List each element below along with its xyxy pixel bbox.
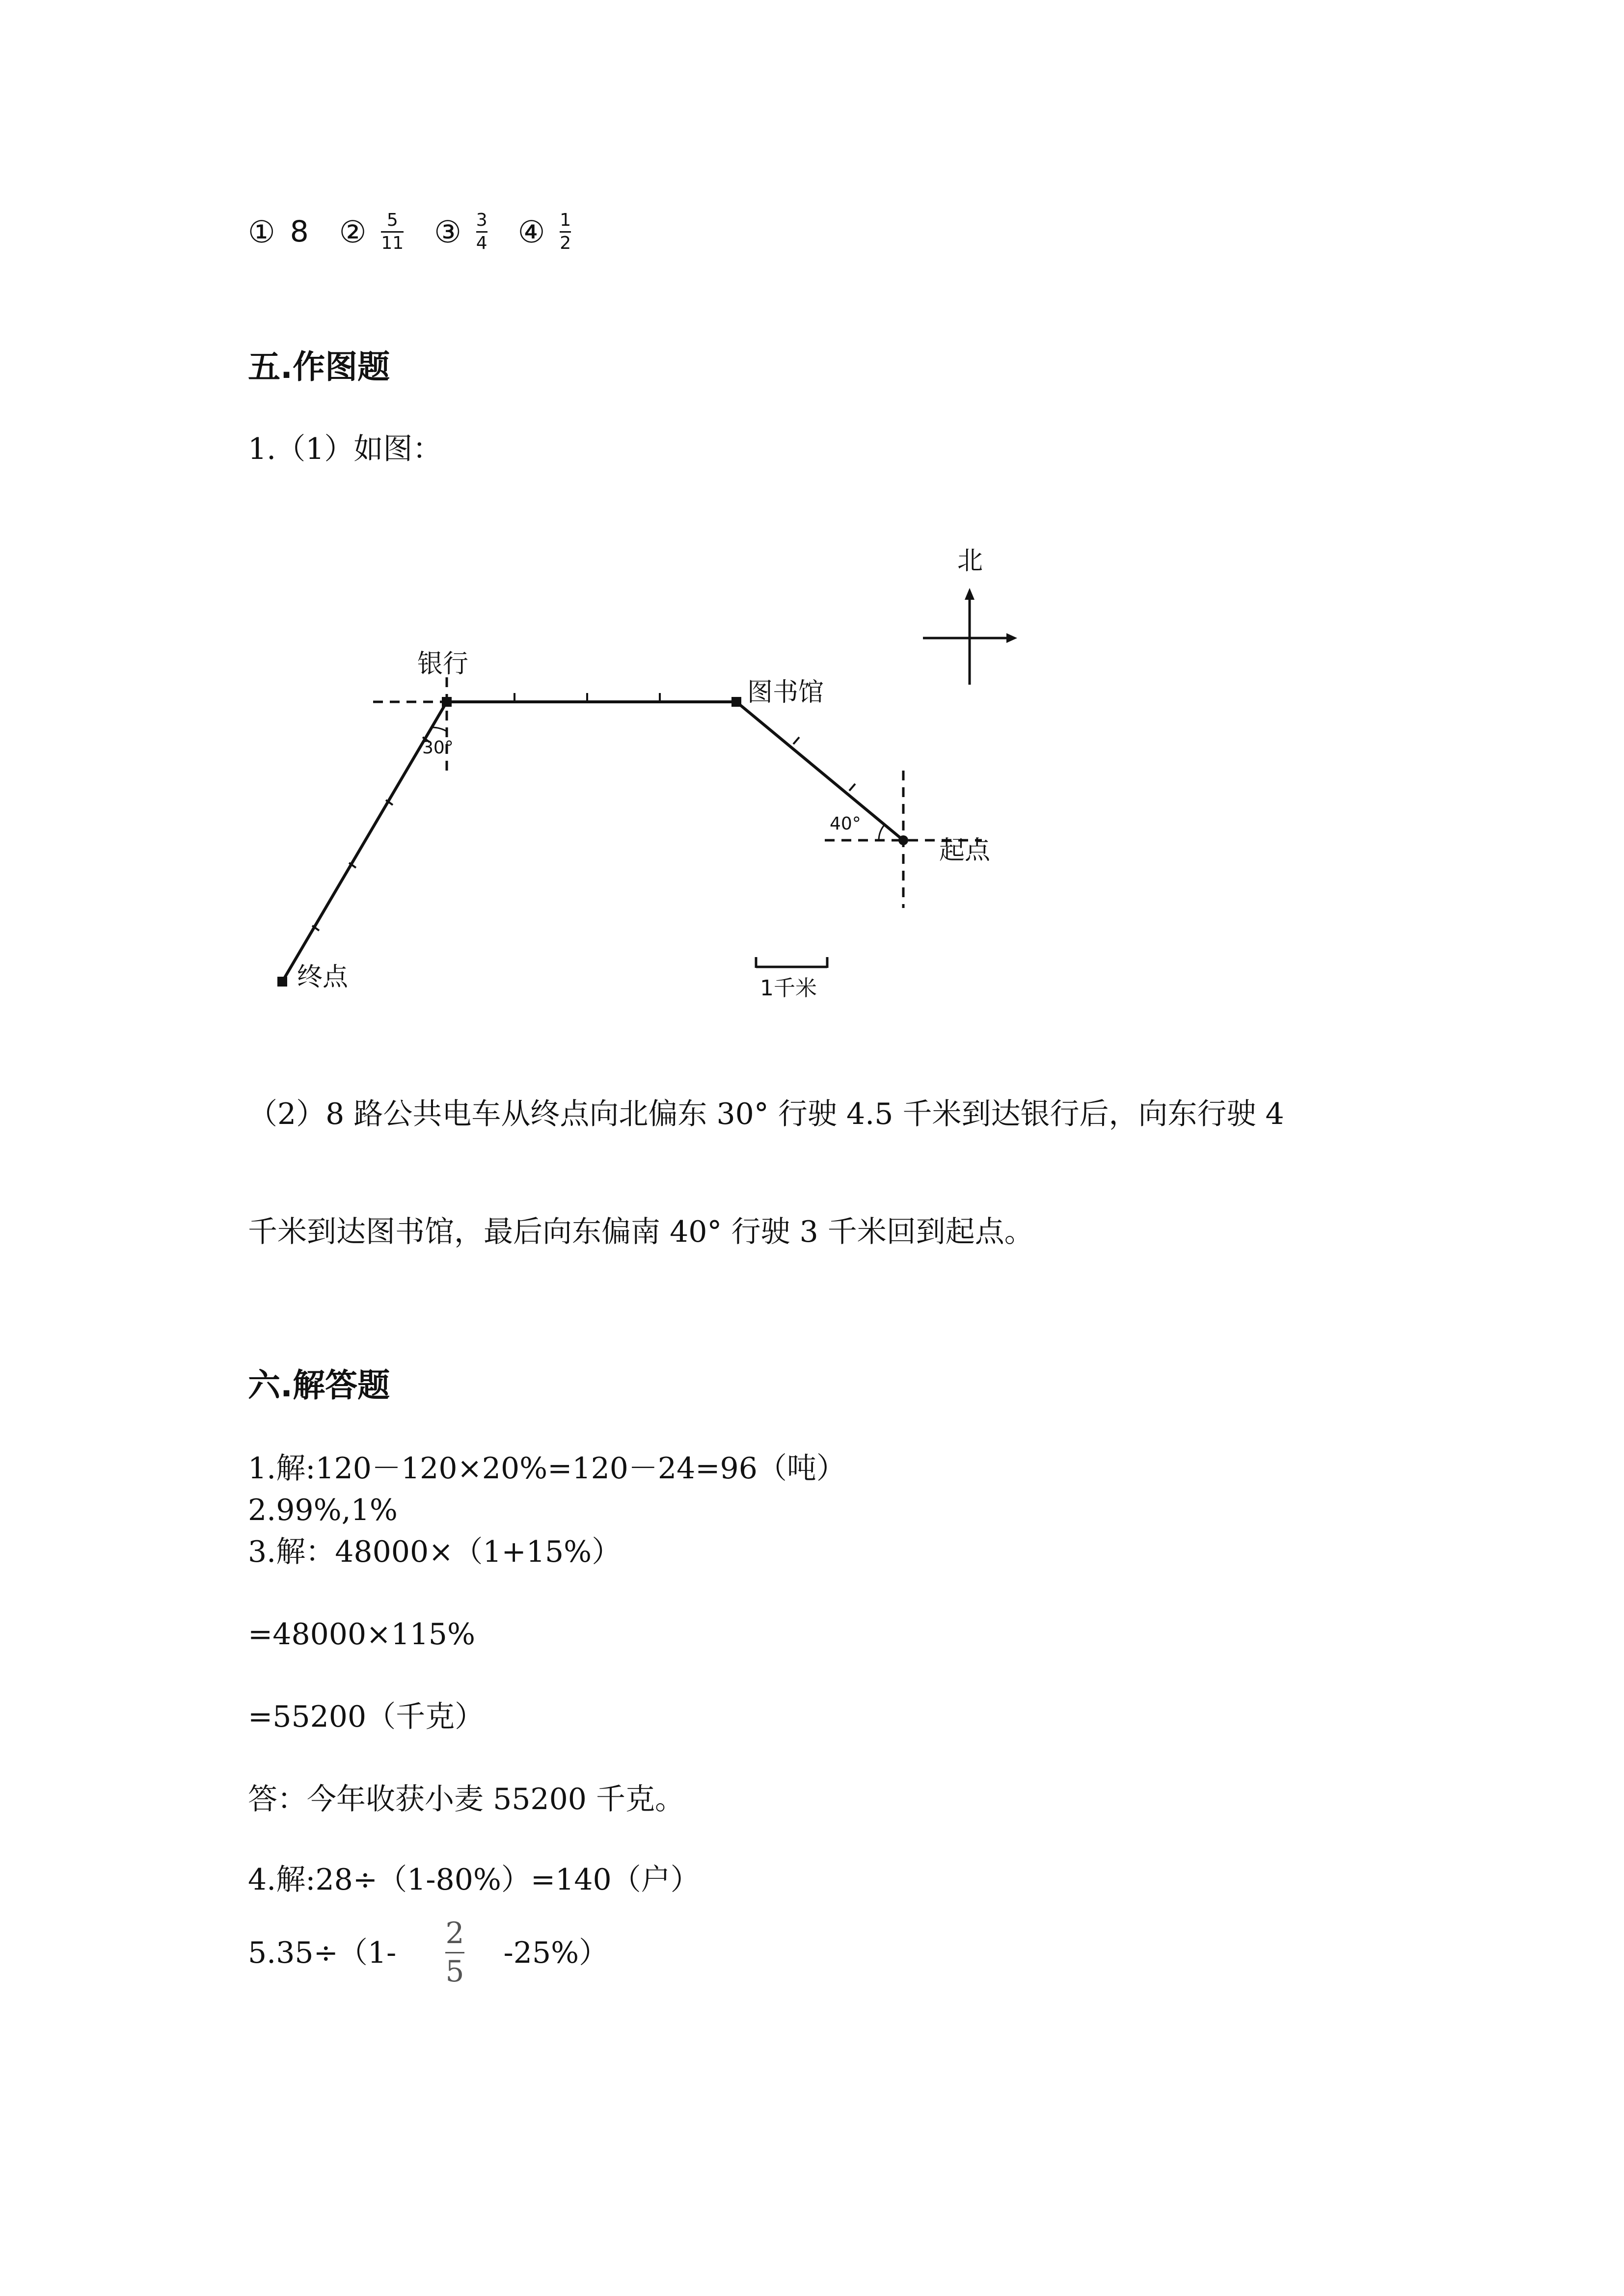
bank-point [442,697,452,707]
scale-label: 1千米 [760,976,817,1001]
option-4 [518,211,571,253]
question-1-part2-line1: （2）8 路公共电车从终点向北偏东 30° 行驶 4.5 千米到达银行后，向东行驶 4 [248,1097,1284,1131]
route-segment-library-start [736,702,903,840]
fraction-denominator: 11 [381,233,404,253]
answer-5-fraction [445,1918,464,1987]
compass-icon [923,594,1011,685]
answer-1: 1.解:120－120×20%=120－24=96（吨） [248,1451,846,1486]
scale-bar [756,957,827,968]
answer-5-prefix: 5.35÷（1- [248,1935,397,1970]
library-point [731,697,741,707]
fraction-numerator: 3 [476,210,487,230]
option-fraction [381,211,404,253]
option-value: 8 [290,214,309,249]
angle-label-start: 40° [830,814,861,834]
fraction-denominator: 4 [476,233,487,253]
library-label: 图书馆 [747,678,824,707]
option-2 [339,211,404,253]
fraction-numerator: 5 [386,210,398,230]
section-heading-answers: 六.解答题 [248,1366,390,1404]
answer-5 [248,1918,608,1987]
north-label: 北 [957,546,983,576]
route-diagram [216,515,1051,1016]
fraction-denominator: 5 [445,1954,464,1989]
option-marker: ② [339,214,367,250]
option-fraction [560,211,571,253]
option-1 [248,214,309,250]
question-1-part2-line2: 千米到达图书馆，最后向东偏南 40° 行驶 3 千米回到起点。 [248,1215,1034,1249]
bank-label: 银行 [417,649,469,679]
answer-3-line1: 3.解：48000×（1+15%） [248,1535,622,1569]
option-marker: ④ [517,214,545,250]
fraction-numerator: 2 [445,1916,464,1950]
option-marker: ③ [434,214,461,250]
start-point [898,835,908,845]
fraction-numerator: 1 [560,210,571,230]
section-heading-drawing: 五.作图题 [248,348,390,386]
answer-3-conclusion: 答：今年收获小麦 55200 千克。 [248,1782,685,1816]
angle-label-bank: 30° [422,738,454,758]
start-label: 起点 [939,836,991,865]
option-fraction [476,211,487,253]
answer-5-suffix: -25%） [503,1935,609,1970]
fraction-denominator: 2 [560,233,571,253]
answer-3-line2: =48000×115% [248,1617,475,1652]
end-point [277,977,287,987]
option-marker: ① [248,214,275,250]
question-1-intro: 1.（1）如图： [248,432,442,466]
answer-2: 2.99%,1% [248,1493,398,1527]
option-3 [434,211,487,253]
answer-4: 4.解:28÷（1-80%）=140（户） [248,1863,700,1897]
answer-3-line3: =55200（千克） [248,1700,485,1734]
options-row [248,211,601,253]
end-label: 终点 [297,962,349,992]
